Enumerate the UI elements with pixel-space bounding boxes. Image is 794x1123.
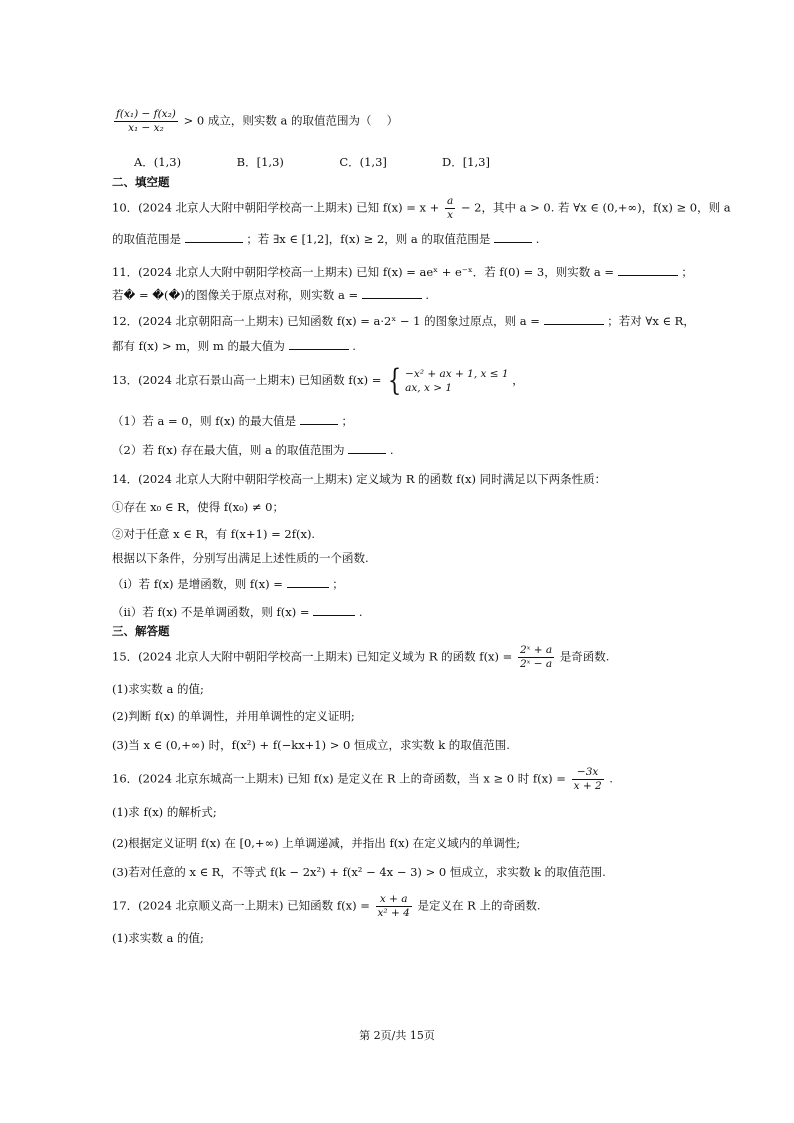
q10-text-c: 的取值范围是: [112, 232, 181, 246]
q10-text-b: − 2，其中 a > 0. 若 ∀x ∈ (0,+∞)，f(x) ≥ 0，则 a: [460, 200, 731, 215]
q15-frac-denominator: 2ˣ − a: [519, 658, 553, 670]
q11-line-2: [112, 287, 429, 303]
q9-option-b: B．[1,3): [236, 155, 284, 169]
q15-frac-numerator: 2ˣ + a: [519, 644, 553, 656]
q13-part-2: [112, 442, 393, 458]
q16-part-1: (1)求 f(x) 的解析式;: [112, 805, 217, 819]
q13-text-a: 13．(2024 北京石景山高一上期末) 已知函数 f(x) =: [112, 373, 382, 387]
q16-frac-numerator: −3x: [572, 766, 604, 780]
q12-answer-blank-1[interactable]: [544, 313, 604, 325]
q14-line-6: [112, 604, 363, 620]
q12-text-c: 都有 f(x) > m，则 m 的最大值为: [112, 339, 285, 353]
q9-option-c: C．(1,3]: [339, 155, 387, 169]
q15-fraction: [518, 644, 554, 671]
section-heading-fill-in: 二、填空题: [112, 175, 170, 189]
q10-answer-blank-2[interactable]: [494, 231, 532, 243]
q9-option-d: D．[1,3]: [441, 155, 490, 169]
q13-part-2-end: .: [389, 443, 394, 457]
q10-frac-denominator: x: [447, 209, 454, 221]
q15-line-1: [112, 644, 609, 671]
q14-line-3: ②对于任意 x ∈ R，有 f(x+1) = 2f(x).: [112, 527, 316, 541]
q13-line-1: [112, 363, 524, 398]
q16-part-3: (3)若对任意的 x ∈ R，不等式 f(k − 2x²) + f(x² − 4x − 3) > 0 恒成立，求实数 k 的取值范围.: [112, 865, 606, 879]
q10-line-2: [112, 231, 539, 247]
q13-brace: {: [387, 363, 402, 398]
q11-text-a: 11．(2024 北京人大附中朝阳学校高一上期末) 已知 f(x) = aeˣ + e⁻ˣ．若 f(0) = 3，则实数 a =: [112, 265, 614, 279]
q17-text-b: 是定义在 R 上的奇函数.: [417, 898, 541, 913]
q9-fraction: [114, 108, 178, 135]
q12-text-a: 12．(2024 北京朝阳高一上期末) 已知函数 f(x) = a·2ˣ − 1 的图象过原点，则 a =: [112, 314, 540, 328]
q15-part-2: (2)判断 f(x) 的单调性，并用单调性的定义证明;: [112, 709, 355, 723]
q9-option-a: A．(1,3): [134, 155, 182, 169]
q16-fraction: [572, 766, 604, 793]
q10-line-1: [112, 195, 731, 222]
q13-piecewise: [405, 367, 509, 395]
q14-answer-blank-2[interactable]: [313, 604, 355, 616]
q16-frac-denominator: x + 2: [573, 780, 602, 792]
q16-line-1: [112, 766, 613, 793]
q9-frac-denominator: x₁ − x₂: [128, 122, 164, 134]
q13-part-2-text: （2）若 f(x) 存在最大值，则 a 的取值范围为: [112, 443, 345, 457]
q9-frac-numerator: f(x₁) − f(x₂): [116, 108, 176, 120]
q16-part-2: (2)根据定义证明 f(x) 在 [0,+∞) 上单调递减，并指出 f(x) 在定义域内的单调性;: [112, 836, 521, 850]
q12-line-1: [112, 313, 695, 329]
q12-line-2: [112, 338, 356, 354]
page-footer: 第 2页/共 15页: [359, 1029, 435, 1042]
q11-text-d: .: [425, 288, 430, 302]
q15-part-1: (1)求实数 a 的值;: [112, 682, 204, 696]
q14-line-1: 14．(2024 北京人大附中朝阳学校高一上期末) 定义域为 R 的函数 f(x) 同时满足以下两条性质：: [112, 472, 607, 486]
q14-part-i-end: ；: [332, 577, 344, 591]
q13-part-1-text: （1）若 a = 0，则 f(x) 的最大值是: [112, 414, 297, 428]
q10-text-a: 10．(2024 北京人大附中朝阳学校高一上期末) 已知 f(x) = x +: [112, 200, 440, 215]
q14-part-ii-text: （ii）若 f(x) 不是单调函数，则 f(x) =: [112, 605, 310, 619]
q11-text-c: 若� = �(�)的图像关于原点对称，则实数 a =: [112, 288, 359, 302]
q16-text-b: .: [609, 771, 613, 786]
q11-text-b: ；: [681, 265, 693, 279]
q12-answer-blank-2[interactable]: [289, 338, 349, 350]
q15-text-a: 15．(2024 北京人大附中朝阳学校高一上期末) 已知定义域为 R 的函数 f(x) =: [112, 649, 513, 664]
q9-condition-text: > 0 成立，则实数 a 的取值范围为（ ）: [183, 113, 399, 128]
q14-line-5: [112, 576, 344, 592]
q14-part-i-text: （i）若 f(x) 是增函数，则 f(x) =: [112, 577, 283, 591]
q14-part-ii-end: .: [358, 605, 363, 619]
q9-options: [134, 154, 490, 170]
q11-answer-blank-1[interactable]: [618, 264, 678, 276]
q17-text-a: 17．(2024 北京顺义高一上期末) 已知函数 f(x) =: [112, 898, 370, 913]
q10-text-d: ；若 ∃x ∈ [1,2]，f(x) ≥ 2，则 a 的取值范围是: [246, 232, 491, 246]
q9-condition-line: [112, 108, 398, 135]
q14-answer-blank-1[interactable]: [287, 576, 329, 588]
q17-line-1: [112, 893, 541, 920]
q13-case-2: ax, x > 1: [405, 382, 453, 394]
q12-text-d: .: [352, 339, 356, 353]
q10-answer-blank-1[interactable]: [185, 231, 243, 243]
q13-case-1: −x² + ax + 1, x ≤ 1: [405, 368, 509, 380]
q10-text-e: .: [535, 232, 540, 246]
section-heading-answer: 三、解答题: [112, 624, 170, 638]
q13-answer-blank-2[interactable]: [348, 442, 386, 454]
q13-part-1-end: ；: [341, 414, 353, 428]
q16-text-a: 16．(2024 北京东城高一上期末) 已知 f(x) 是定义在 R 上的奇函数，当 x ≥ 0 时 f(x) =: [112, 771, 566, 786]
q15-part-3: (3)当 x ∈ (0,+∞) 时，f(x²) + f(−kx+1) > 0 恒成立，求实数 k 的取值范围.: [112, 738, 510, 752]
q15-text-b: 是奇函数.: [559, 649, 610, 664]
q17-frac-denominator: x² + 4: [377, 907, 410, 919]
q17-fraction: [376, 893, 412, 920]
q14-line-2: ①存在 x₀ ∈ R，使得 f(x₀) ≠ 0；: [112, 500, 284, 514]
q10-fraction: [445, 195, 455, 222]
q14-line-4: 根据以下条件，分别写出满足上述性质的一个函数.: [112, 551, 369, 565]
q17-part-1: (1)求实数 a 的值;: [112, 931, 204, 945]
q11-line-1: [112, 264, 693, 280]
q10-frac-numerator: a: [446, 195, 454, 207]
q17-frac-numerator: x + a: [376, 893, 412, 907]
q11-answer-blank-2[interactable]: [362, 287, 422, 299]
q12-text-b: ；若对 ∀x ∈ R，: [607, 314, 695, 328]
q13-part-1: [112, 413, 353, 429]
q13-answer-blank-1[interactable]: [300, 413, 338, 425]
q13-text-b: ，: [512, 373, 524, 387]
